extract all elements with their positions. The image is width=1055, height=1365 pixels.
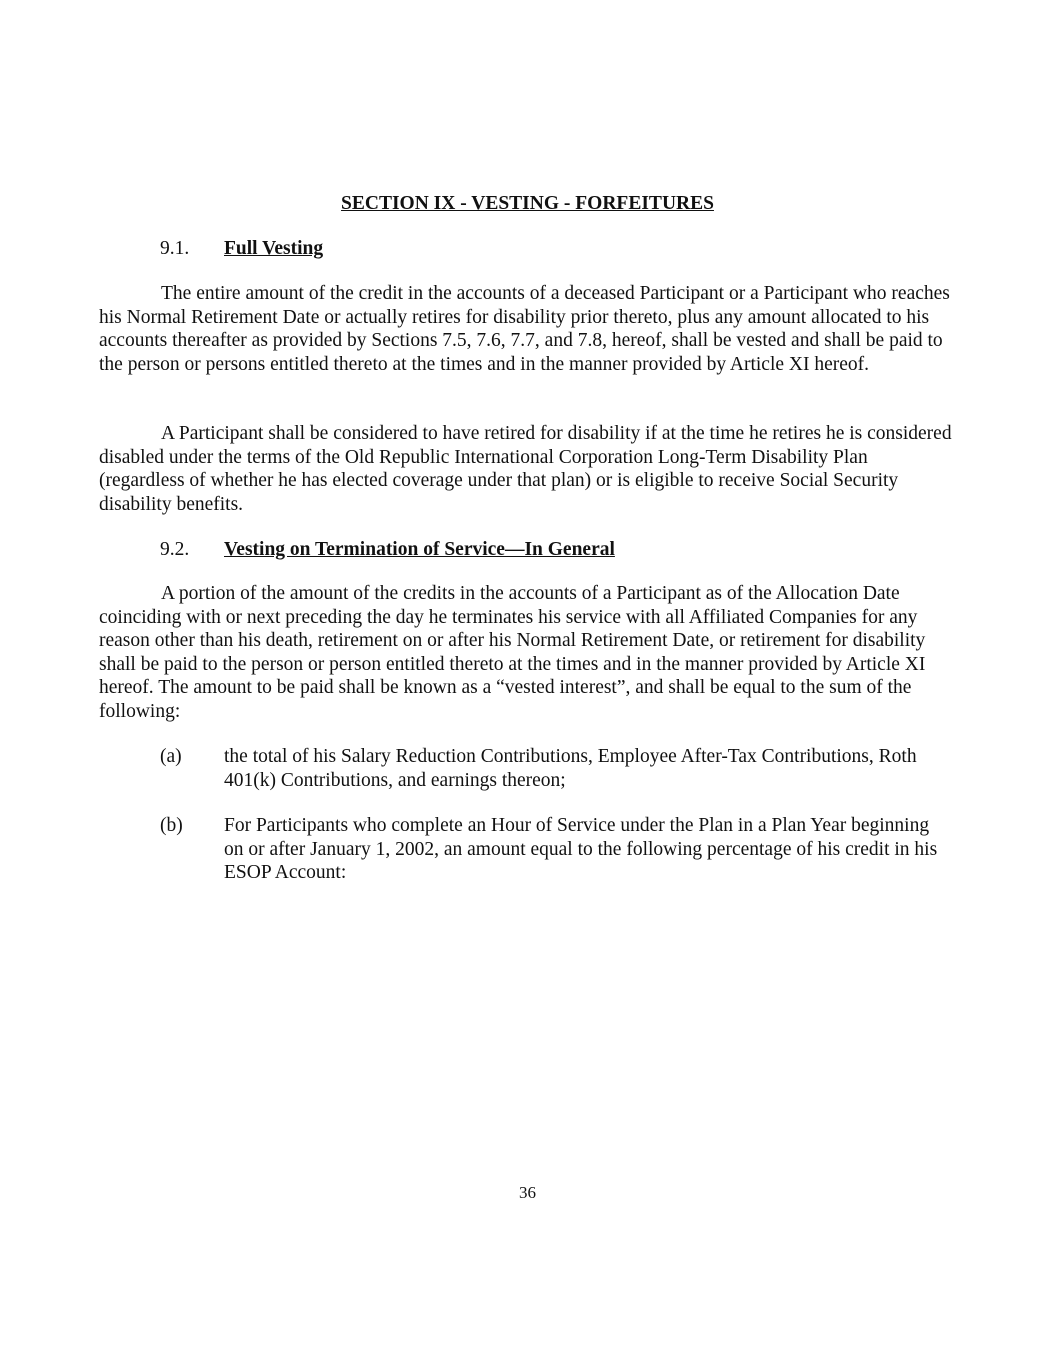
list-item-label: (b) xyxy=(160,815,183,836)
page-number: 36 xyxy=(519,1183,536,1202)
section-title xyxy=(0,193,1055,215)
heading-9-2 xyxy=(160,538,615,562)
paragraph-9-1-b: A Participant shall be considered to have retired for disability if at the time he retires he is considered disabled under the terms of the Old Republic International Corporation Long-Term Disability Plan (regardless of whether he has elected coverage under that plan) or is eligible to receive Social Security disability benefits. xyxy=(99,423,952,515)
list-item-text: the total of his Salary Reduction Contributions, Employee After-Tax Contributions, Roth 401(k) Contributions, and earnings thereon; xyxy=(224,746,917,791)
heading-title: Full Vesting xyxy=(224,238,324,259)
list-item-label: (a) xyxy=(160,746,182,767)
heading-title: Vesting on Termination of Service—In General xyxy=(224,539,615,560)
heading-number: 9.1. xyxy=(160,238,190,259)
paragraph-9-2: A portion of the amount of the credits in the accounts of a Participant as of the Allocation Date coinciding with or next preceding the day he terminates his service with all Affiliated Companies for any reason other than his death, retirement on or after his Normal Retirement Date, or retirement for disability shall be paid to the person or person entitled thereto at the times and in the manner provided by Article XI hereof. The amount to be paid shall be known as a “vested interest”, and shall be equal to the sum of the following: xyxy=(99,583,926,722)
heading-9-1 xyxy=(160,237,323,261)
list-item-b xyxy=(160,814,950,885)
heading-number: 9.2. xyxy=(160,539,190,560)
list-item-a xyxy=(160,745,950,792)
paragraph-9-1-a: The entire amount of the credit in the accounts of a deceased Participant or a Participant who reaches his Normal Retirement Date or actually retires for disability prior thereto, plus any amount allocated to his accounts thereafter as provided by Sections 7.5, 7.6, 7.7, and 7.8, hereof, shall be vested and shall be paid to the person or persons entitled thereto at the times and in the manner provided by Article XI hereof. xyxy=(99,283,950,375)
section-title-text: SECTION IX - VESTING - FORFEITURES xyxy=(341,193,714,214)
list-item-text: For Participants who complete an Hour of Service under the Plan in a Plan Year beginning on or after January 1, 2002, an amount equal to the following percentage of his credit in his ESOP Account: xyxy=(224,815,938,883)
